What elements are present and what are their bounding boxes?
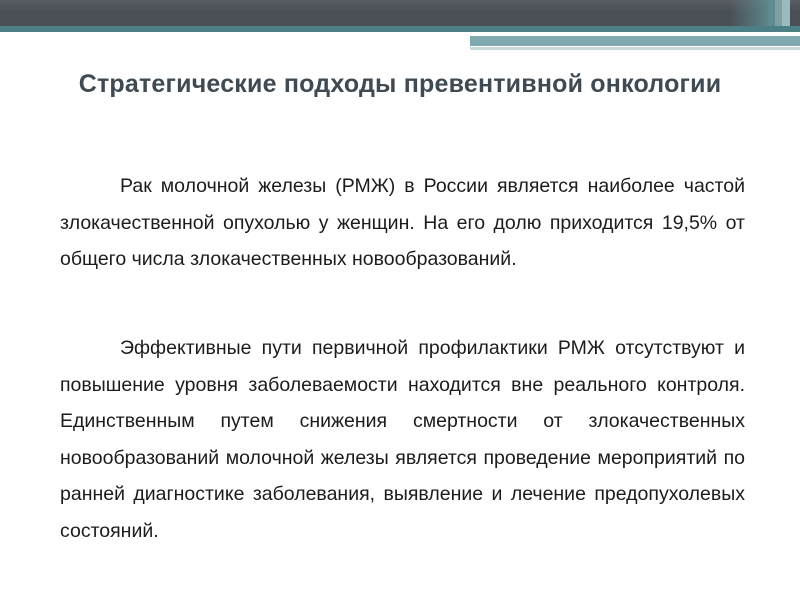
- right-accent-strip-light: [470, 47, 800, 50]
- accent-bar: [0, 26, 800, 32]
- paragraph-2: Эффективные пути первичной профилактики РМЖ отсутствуют и повышение уровня заболеваемости находится вне реального контроля. Единственным путем снижения смертности от злокачественных новообразований молочной железы является проведение мероприятий по ранней диагностике заболевания, выявление и лечение предопухолевых состояний.: [60, 337, 745, 542]
- corner-gradient-decoration: [730, 0, 768, 26]
- right-accent-strip: [470, 36, 800, 46]
- paragraph-1: Рак молочной железы (РМЖ) в России является наиболее частой злокачественной опухолью у женщин. На его долю приходится 19,5% от общего числа злокачественных новообразований.: [60, 175, 745, 270]
- top-decorative-bar: [0, 0, 800, 26]
- corner-stripes-decoration: [768, 0, 790, 26]
- top-bar-shine: [0, 0, 800, 12]
- slide-title: Стратегические подходы превентивной онкологии: [78, 70, 722, 98]
